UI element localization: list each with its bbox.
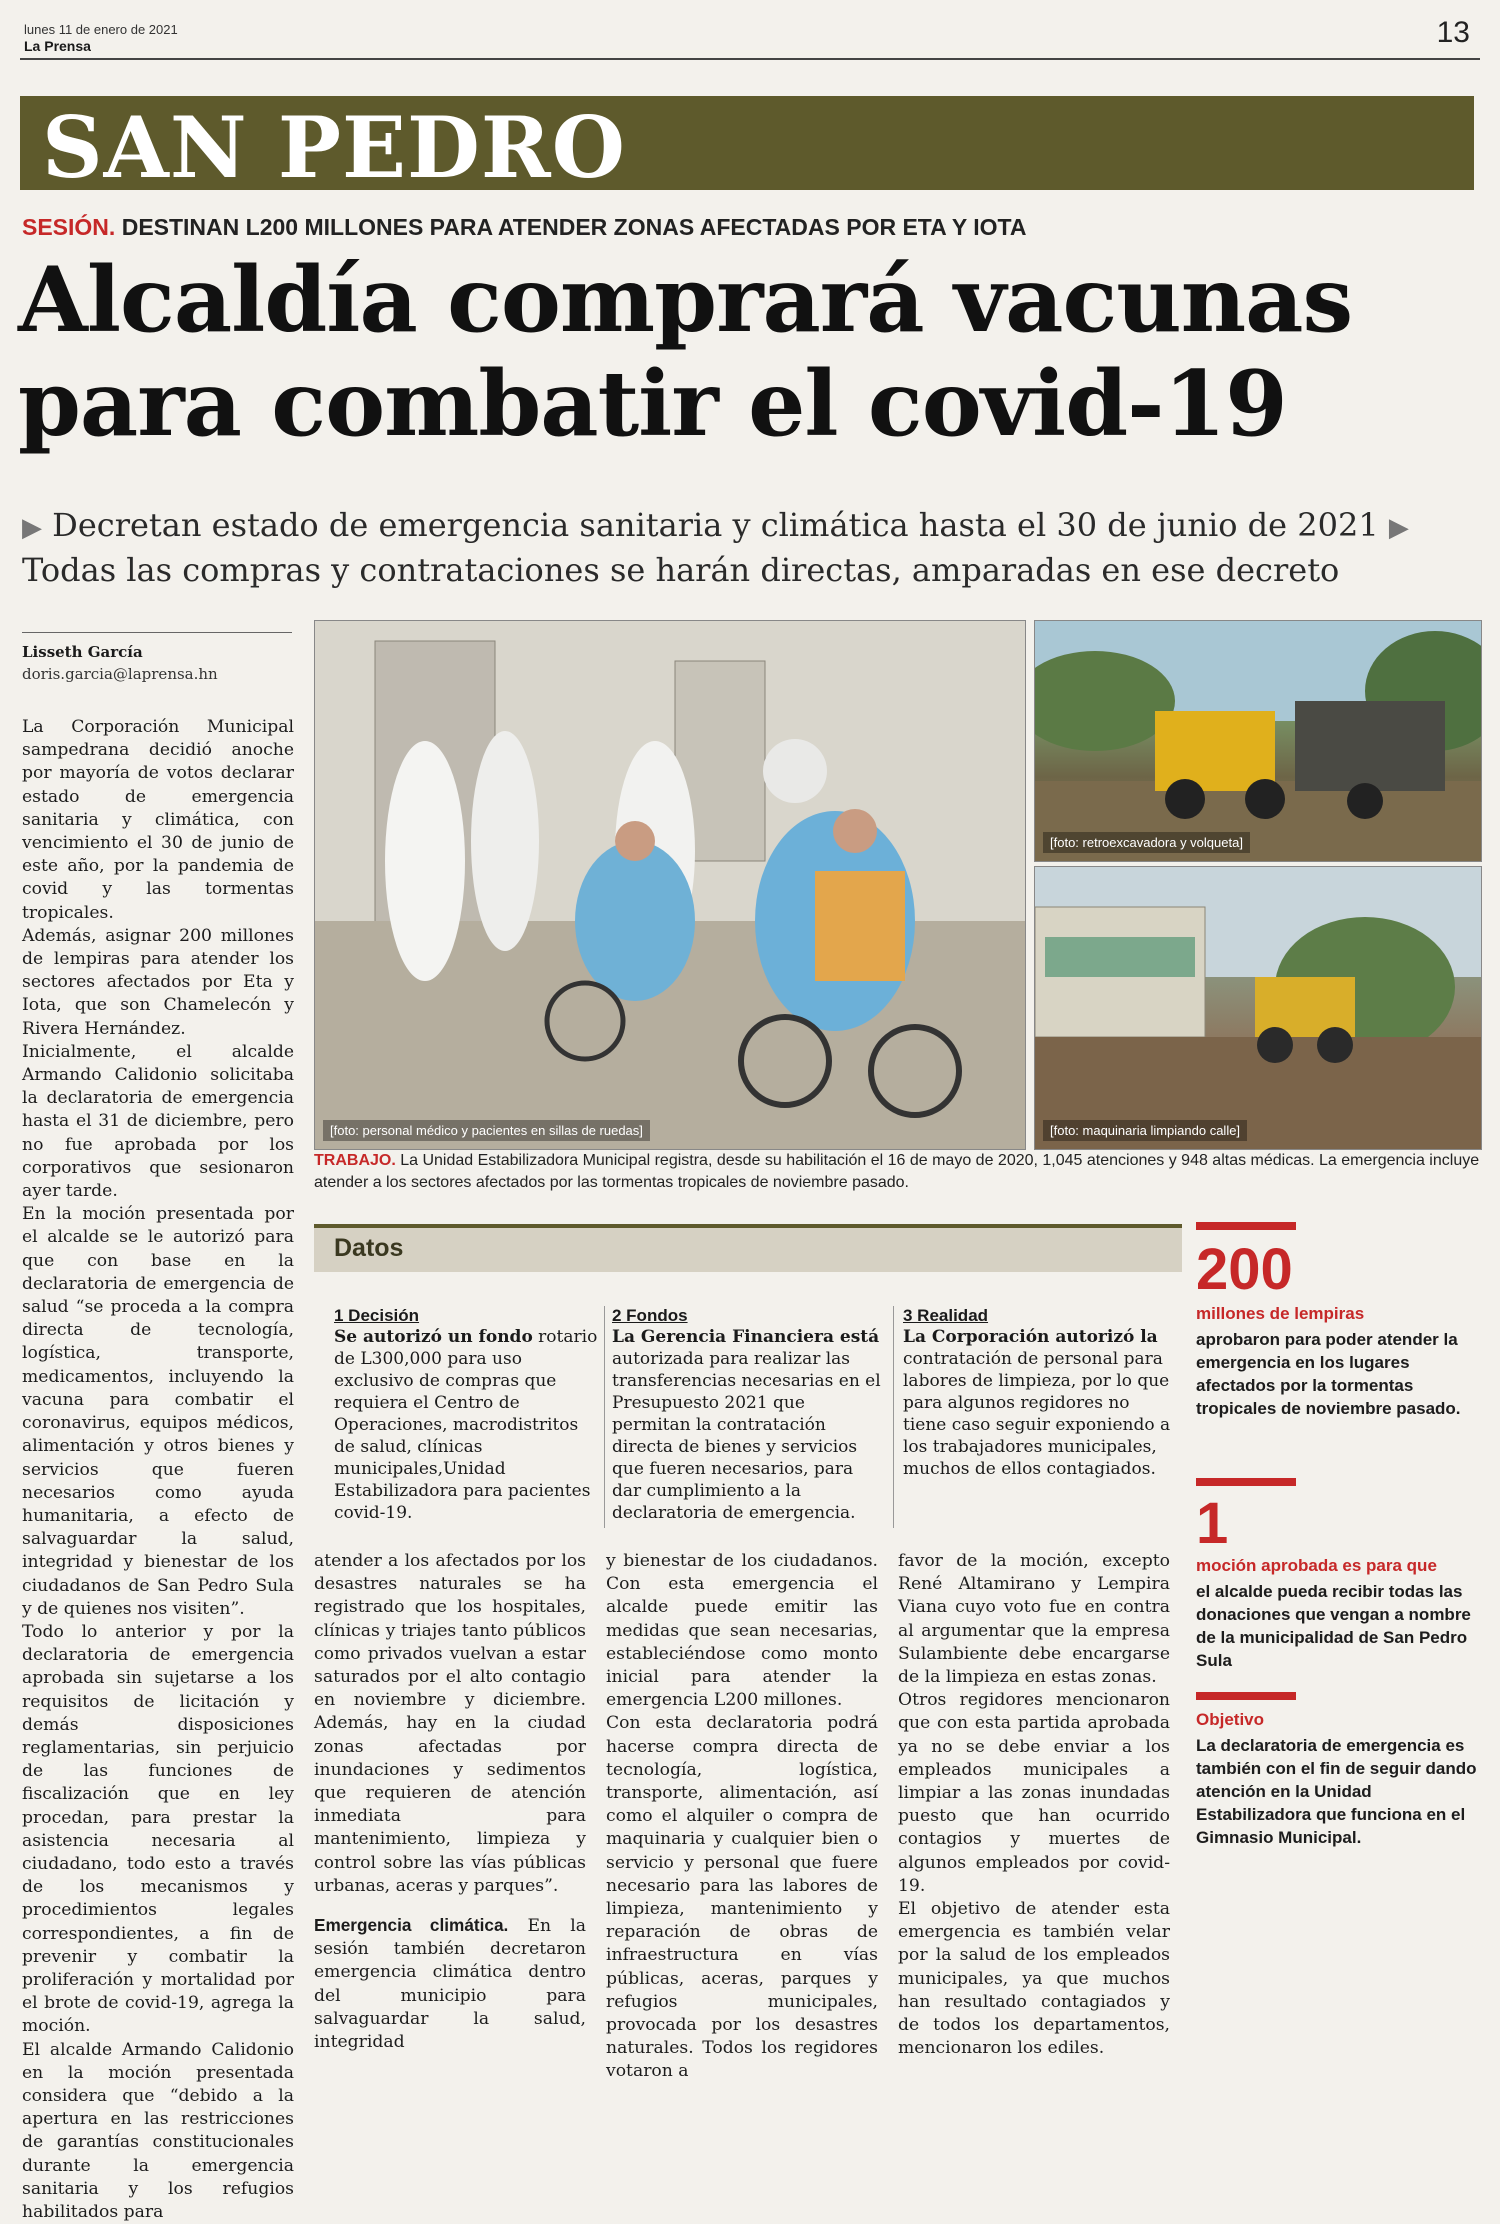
stat-1-number: 1 (1196, 1491, 1229, 1556)
dato-lead: La Corporación autorizó la (903, 1327, 1158, 1347)
body-paragraph: atender a los afectados por los desastres naturales se ha registrado que los hospitales, clínicas y triajes tanto públicos como privados vuelvan a estar saturados por el alto contagio en noviembre y diciembre. Además, hay en la ciudad zonas afectadas por inundaciones y sedimentos que requieren de atención inmediata para mantenimiento, limpieza y control sobre las vías públicas urbanas, aceras y parques”. (314, 1551, 586, 1896)
stat-1-label: moción aprobada es para que (1196, 1556, 1437, 1575)
dato-text: rotario de L300,000 para uso exclusivo de compras que requiera el Centro de Operaciones, macrodistritos de salud, clínicas municipales,Unidad Estabilizadora para pacientes covid-19. (334, 1327, 598, 1523)
body-paragraph: Inicialmente, el alcalde Armando Calidonio solicitaba la declaratoria de emergencia hasta el 31 de diciembre, pero no fue aprobada por los corporativos que sesionaron ayer tarde. (22, 1041, 294, 1202)
author-name: Lisseth García (22, 643, 143, 661)
author-email: doris.garcia@laprensa.hn (22, 665, 218, 683)
photo-label: [foto: retroexcavadora y volqueta] (1043, 832, 1250, 853)
objetivo-text: La declaratoria de emergencia es también con el fin de seguir dando atención en la Unidad Estabilizadora que funciona en el Gimnasio Municipal. (1196, 1736, 1477, 1847)
deck (22, 504, 1482, 591)
dato-item-3 (903, 1306, 1173, 1480)
photo-medical-staff (314, 620, 1026, 1150)
body-paragraph: Con esta declaratoria podrá hacerse compra directa de tecnología, logística, transporte, alimentación, así como el alquiler o compra de maquinaria y cualquier bien o servicio y personal que fuere necesario para las labores de limpieza, mantenimiento y reparación de obras de infraestructura en vías públicas, aceras, parques y refugios municipales, provocada por los desastres naturales. Todos los regidores votaron a (606, 1713, 878, 2082)
body-paragraph: favor de la moción, excepto René Altamirano y Lempira Viana cuyo voto fue en contra al argumentar que la empresa Sulambiente debe encargarse de la limpieza en estas zonas. (898, 1551, 1170, 1688)
datos-title: Datos (334, 1234, 404, 1262)
stat-200-label: millones de lempiras (1196, 1304, 1365, 1323)
objetivo-label: Objetivo (1196, 1710, 1265, 1729)
dato-item-1 (334, 1306, 604, 1524)
body-paragraph: El objetivo de atender esta emergencia es también velar por la salud de los empleados municipales, ya que muchos han resultado contagiados y de todos los departamentos, mencionaron los ediles. (898, 1899, 1170, 2059)
byline-rule (22, 632, 292, 633)
stat-1-text: el alcalde pueda recibir todas las donaciones que vengan a nombre de la municipalidad de San Pedro Sula (1196, 1582, 1471, 1670)
subhead-text: En la sesión también decretaron emergencia climática dentro del municipio para salvaguardar la salud, integridad (314, 1916, 586, 2053)
sidebar-red-rule (1196, 1222, 1296, 1230)
caption-tag: TRABAJO. (314, 1152, 396, 1169)
deck-bullet-1: Decretan estado de emergencia sanitaria y climática hasta el 30 de junio de 2021 (52, 506, 1379, 544)
top-rule (20, 58, 1480, 60)
body-paragraph: Otros regidores mencionaron que con esta partida aprobada ya no se debe enviar a los empleados municipales a limpiar a las zonas inundadas puesto que han ocurrido contagios y muertes de algunos empleados por covid-19. (898, 1690, 1170, 1896)
section-title: SAN PEDRO (42, 98, 626, 197)
headline: Alcaldía comprará vacunas para combatir el covid-19 (18, 247, 1353, 457)
dato-item-2 (612, 1306, 882, 1524)
page-date: lunes 11 de enero de 2021 (24, 22, 178, 37)
stat-200-number: 200 (1196, 1237, 1293, 1302)
photo-illustration (1035, 867, 1481, 1149)
body-paragraph: El alcalde Armando Calidonio en la moción presentada considera que “debido a la apertura en las restricciones de garantías constitucionales durante la emergencia sanitaria y los refugios habilitados para (22, 2039, 294, 2222)
page-number: 13 (1436, 16, 1470, 49)
body-paragraph: La Corporación Municipal sampedrana decidió anoche por mayoría de votos declarar estado de emergencia sanitaria y climática, con vencimiento el 30 de junio de este año, por la pandemia de covid y las tormentas tropicales. (22, 717, 294, 923)
kicker (22, 214, 1026, 241)
photo-excavator (1034, 620, 1482, 862)
body-paragraph: y bienestar de los ciudadanos. Con esta emergencia el alcalde puede emitir las medidas que sean necesarias, estableciéndose como monto inicial para atender la emergencia L200 millones. (606, 1551, 878, 1711)
dato-text: autorizada para realizar las transferencias necesarias en el Presupuesto 2021 que permitan la contratación directa de bienes y servicios que fueren necesarios, para dar cumplimiento a la declaratoria de emergencia. (612, 1349, 881, 1523)
kicker-tag: SESIÓN. (22, 214, 116, 240)
body-paragraph: En la moción presentada por el alcalde se le autorizó para que con base en la declaratoria de emergencia de salud “se proceda a la compra directa de tecnología, logística, transporte, medicamentos, incluyendo la vacuna para combatir el coronavirus, equipos médicos, alimentación y otros bienes y servicios que fueren necesarios como ayuda humanitaria, a efecto de salvaguardar la salud, integridad y bienestar de los ciudadanos de San Pedro Sula y de quienes nos visiten”. (22, 1204, 294, 1619)
photo-illustration (315, 621, 1025, 1149)
sidebar-red-rule (1196, 1692, 1296, 1700)
body-column-3 (606, 1550, 878, 2084)
dato-divider (604, 1306, 605, 1528)
caption-text: La Unidad Estabilizadora Municipal registra, desde su habilitación el 16 de mayo de 2020, 1,045 atenciones y 948 altas médicas. La emergencia incluye atender a los sectores afectados por las tormentas tropicales de noviembre pasado. (314, 1152, 1480, 1191)
sidebar-red-rule (1196, 1478, 1296, 1486)
dato-lead: La Gerencia Financiera está (612, 1327, 880, 1347)
publication-name: La Prensa (24, 38, 91, 54)
body-paragraph: Todo lo anterior y por la declaratoria de emergencia aprobada sin sujetarse a los requisitos de licitación y demás disposiciones reglamentarias, sin perjuicio de las funciones de fiscalización que en ley procedan, para prestar la asistencia necesaria al ciudadano, todo esto a través de los mecanismos y procedimientos legales correspondientes, a fin de prevenir y combatir la proliferación y mortalidad por el brote de covid-19, agrega la moción. (22, 1621, 294, 2037)
body-paragraph (314, 1914, 586, 2054)
dato-number: 1 Decisión (334, 1306, 420, 1325)
subhead: Emergencia climática. (314, 1915, 509, 1936)
body-column-4 (898, 1550, 1170, 2060)
photo-illustration (1035, 621, 1481, 861)
stat-200-text: aprobaron para poder atender la emergencia en los lugares afectados por la tormentas tropicales de noviembre pasado. (1196, 1330, 1461, 1418)
kicker-text: DESTINAN L200 MILLONES PARA ATENDER ZONAS AFECTADAS POR ETA Y IOTA (115, 214, 1027, 240)
dato-divider (893, 1306, 894, 1528)
dato-text: contratación de personal para labores de limpieza, por lo que para algunos regidores no tiene caso seguir exponiendo a los trabajadores municipales, muchos de ellos contagiados. (903, 1349, 1171, 1479)
photo-caption (314, 1150, 1480, 1194)
body-paragraph: Además, asignar 200 millones de lempiras para atender los sectores afectados por Eta y Iota, que son Chamelecón y Rivera Hernández. (22, 925, 294, 1039)
triangle-bullet-icon: ▶ (22, 513, 42, 543)
body-column-2 (314, 1550, 586, 2054)
dato-number: 3 Realidad (903, 1306, 989, 1325)
datos-header-bar (314, 1224, 1182, 1272)
photo-street-cleaning (1034, 866, 1482, 1150)
photo-label: [foto: personal médico y pacientes en sillas de ruedas] (323, 1120, 650, 1141)
triangle-bullet-icon: ▶ (1388, 513, 1409, 543)
deck-bullet-2: Todas las compras y contrataciones se harán directas, amparadas en ese decreto (22, 551, 1340, 589)
dato-lead: Se autorizó un fondo (334, 1327, 533, 1347)
body-column-1 (22, 716, 294, 2224)
photo-label: [foto: maquinaria limpiando calle] (1043, 1120, 1247, 1141)
dato-number: 2 Fondos (612, 1306, 688, 1325)
